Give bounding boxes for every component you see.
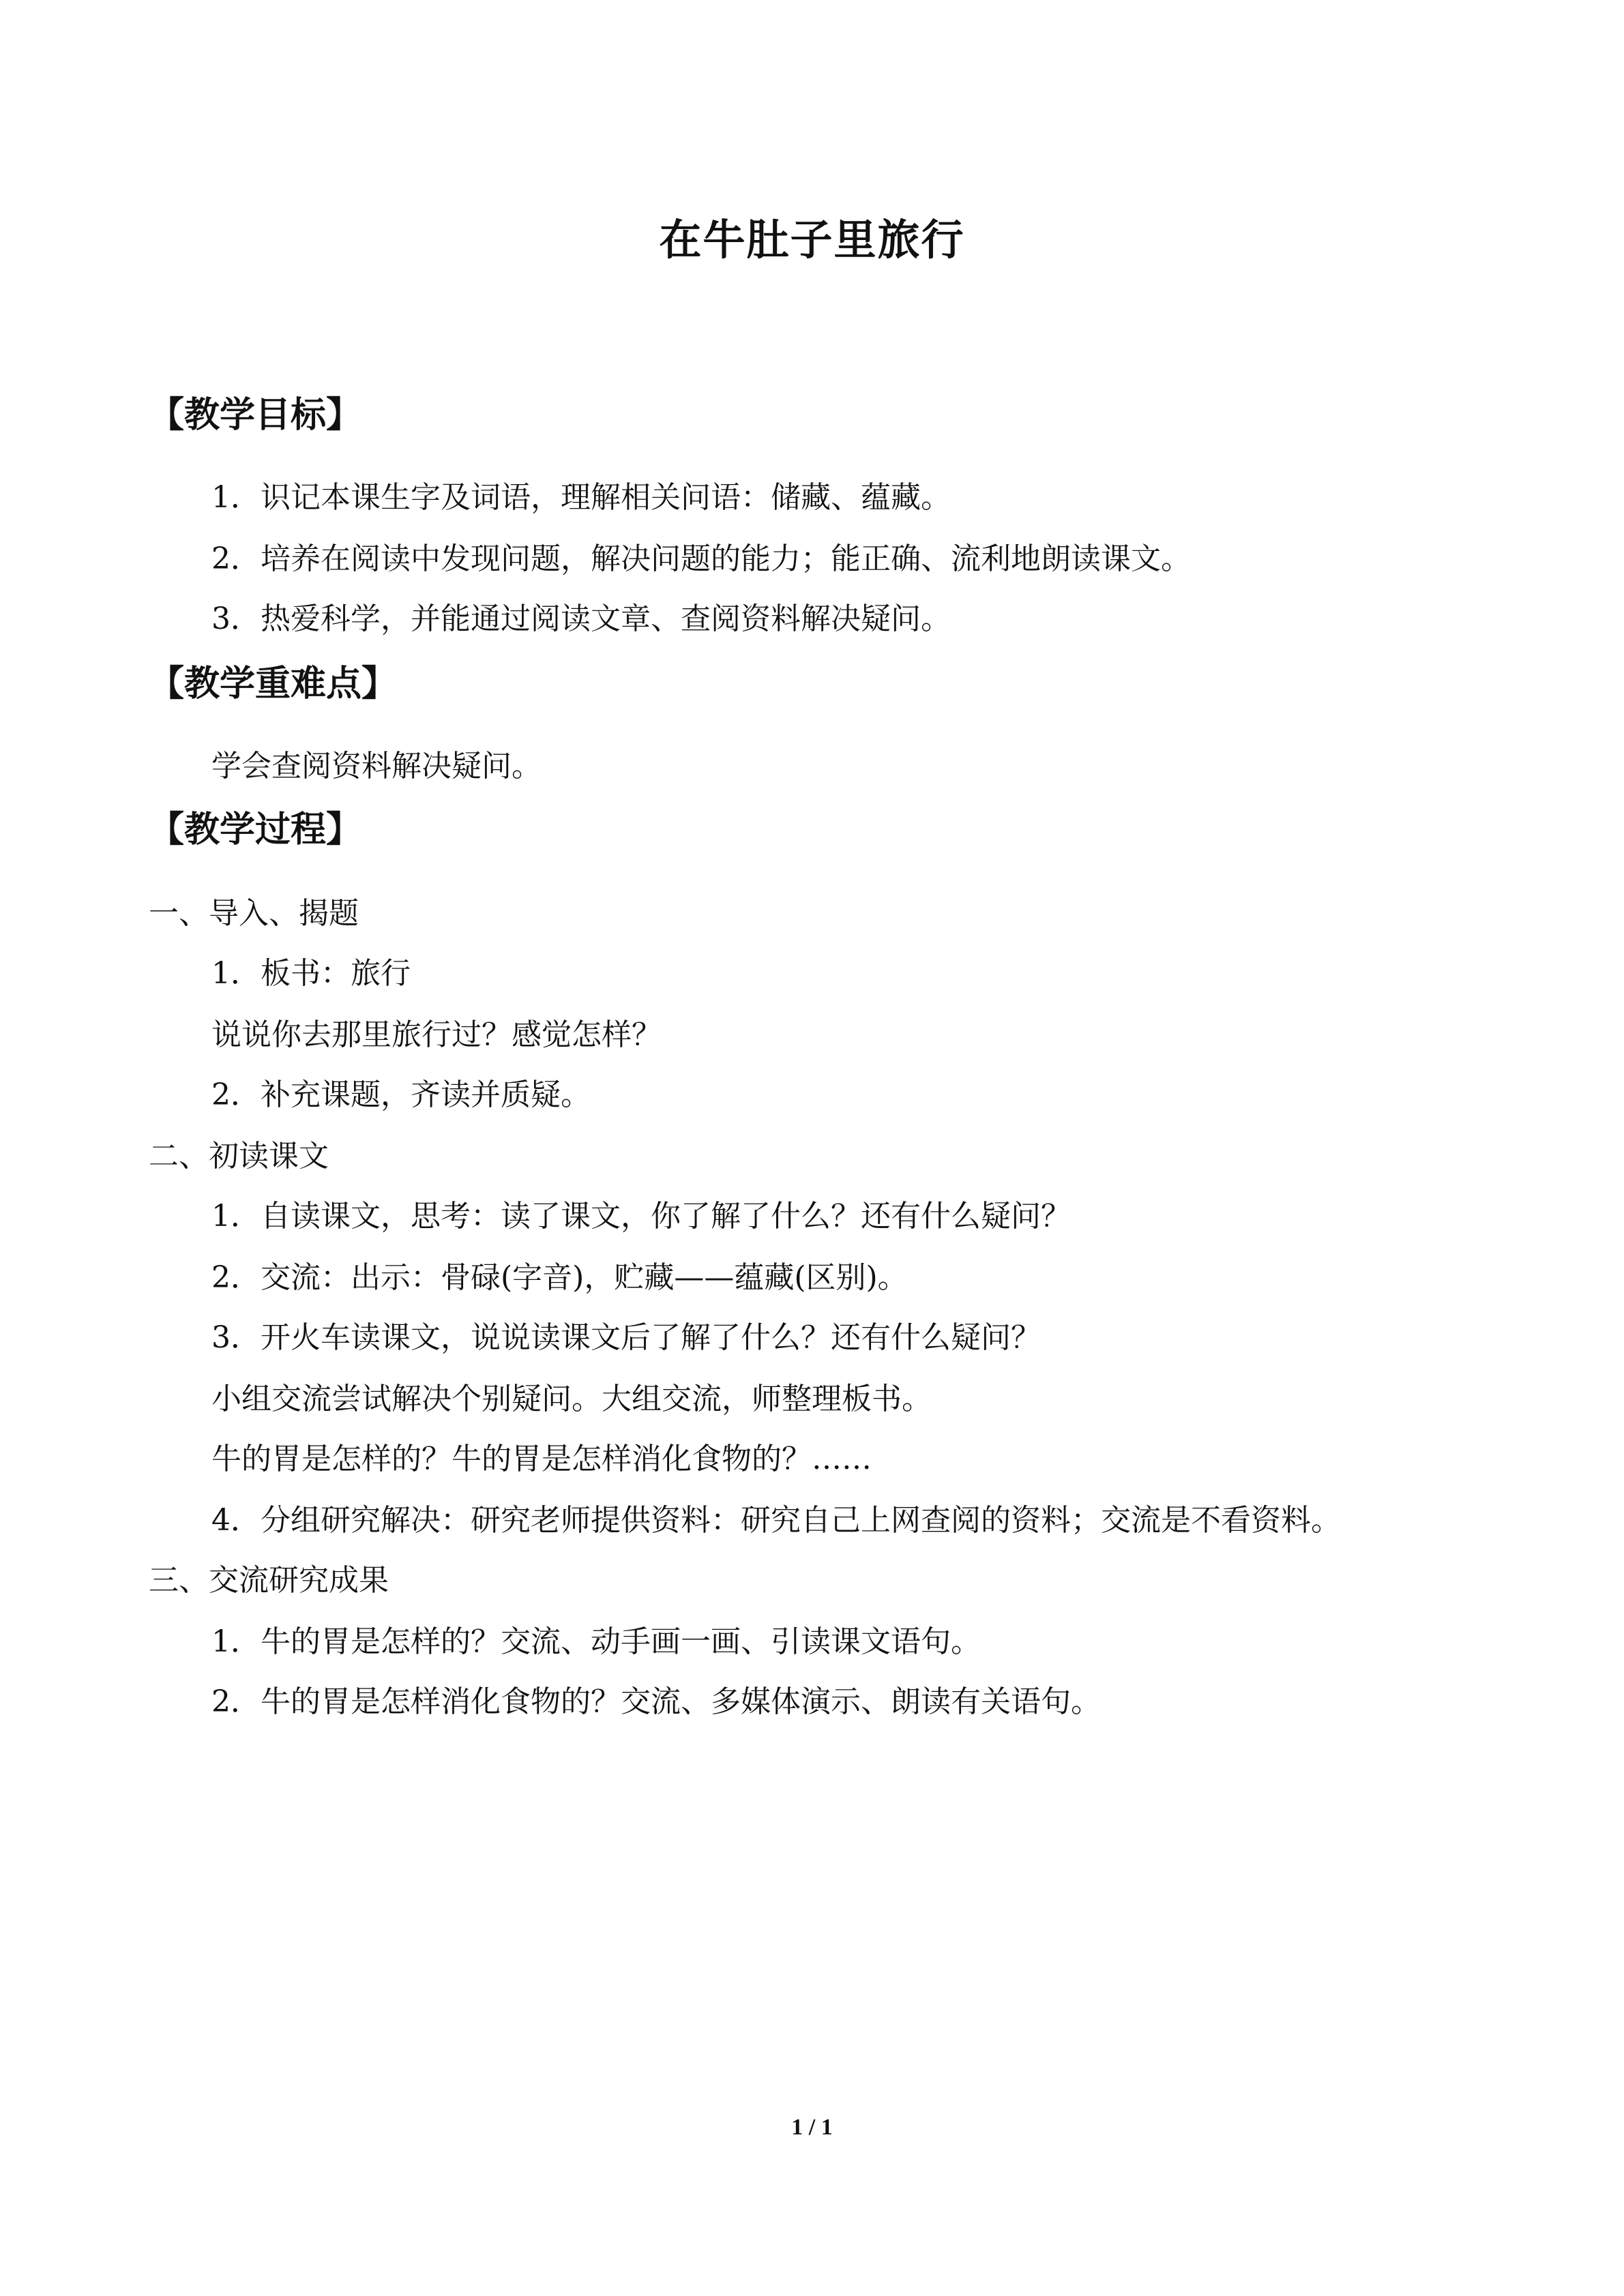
process-part1-line-1: 1．板书：旅行 [211,956,411,991]
process-part3-line-1: 1．牛的胃是怎样的？交流、动手画一画、引读课文语句。 [211,1624,981,1659]
page-number: 1 / 1 [791,2115,833,2140]
heading-key-points: 【教学重难点】 [149,664,398,704]
process-part2-line-1: 1．自读课文，思考：读了课文，你了解了什么？还有什么疑问？ [211,1199,1071,1234]
process-part2-line-4: 小组交流尝试解决个别疑问。大组交流，师整理板书。 [211,1382,932,1416]
heading-teaching-process: 【教学过程】 [149,809,362,850]
goal-item-3: 3．热爱科学，并能通过阅读文章、查阅资料解决疑问。 [211,601,951,636]
process-part2-line-5: 牛的胃是怎样的？牛的胃是怎样消化食物的？…… [211,1442,872,1476]
process-part3-title: 三、交流研究成果 [149,1563,389,1598]
process-part2-line-3: 3．开火车读课文，说说读课文后了解了什么？还有什么疑问？ [211,1320,1041,1355]
process-part2-line-6: 4．分组研究解决：研究老师提供资料：研究自己上网查阅的资料；交流是不看资料。 [211,1503,1341,1538]
process-part3-line-2: 2．牛的胃是怎样消化食物的？交流、多媒体演示、朗读有关语句。 [211,1684,1101,1719]
document-title: 在牛肚子里旅行 [659,215,965,265]
goal-item-1: 1．识记本课生字及词语，理解相关问语：储藏、蕴藏。 [211,480,951,515]
process-part1-title: 一、导入、揭题 [149,896,359,931]
goal-item-2: 2．培养在阅读中发现问题，解决问题的能力；能正确、流利地朗读课文。 [211,541,1191,576]
process-part2-title: 二、初读课文 [149,1139,329,1174]
process-part1-line-2: 说说你去那里旅行过？感觉怎样？ [211,1017,662,1052]
heading-teaching-goals: 【教学目标】 [149,395,362,436]
process-part2-line-2: 2．交流：出示：骨碌(字音)，贮藏——蕴藏(区别)。 [211,1260,908,1295]
process-part1-line-3: 2．补充课题，齐读并质疑。 [211,1077,591,1112]
key-points-text: 学会查阅资料解决疑问。 [211,749,542,784]
